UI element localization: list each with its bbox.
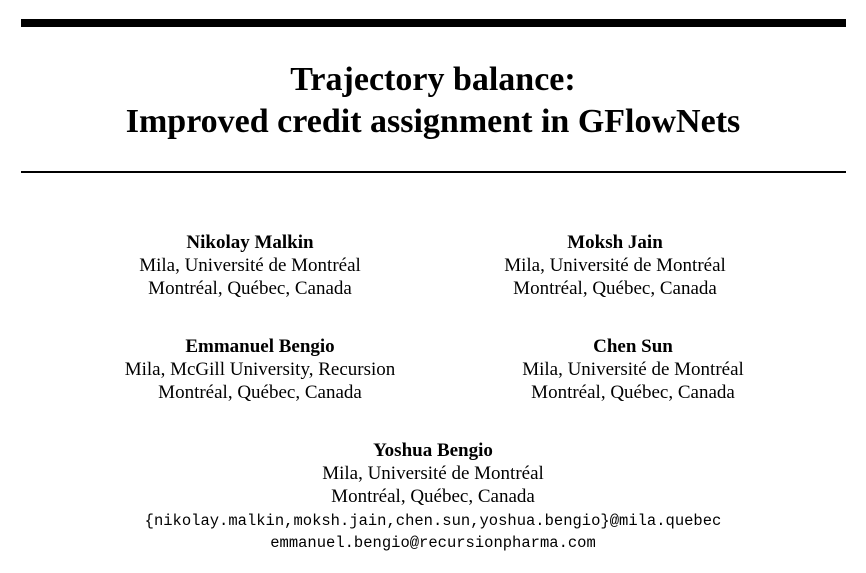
paper-title bbox=[0, 59, 866, 143]
author-name: Moksh Jain bbox=[567, 232, 663, 253]
author-block-yoshua-bengio bbox=[233, 439, 633, 508]
author-name: Nikolay Malkin bbox=[186, 232, 314, 253]
author-location: Montréal, Québec, Canada bbox=[158, 382, 362, 403]
title-bottom-rule bbox=[21, 171, 846, 173]
email-line-2: emmanuel.bengio@recursionpharma.com bbox=[270, 534, 596, 552]
title-top-rule bbox=[21, 19, 846, 27]
author-name: Chen Sun bbox=[593, 336, 673, 357]
author-name: Yoshua Bengio bbox=[373, 440, 493, 461]
author-location: Montréal, Québec, Canada bbox=[331, 486, 535, 507]
email-line-1: {nikolay.malkin,moksh.jain,chen.sun,yoshua.bengio}@mila.quebec bbox=[144, 512, 722, 530]
author-affiliation: Mila, Université de Montréal bbox=[522, 359, 744, 380]
author-emails bbox=[0, 510, 866, 554]
title-line-2: Improved credit assignment in GFlowNets bbox=[125, 103, 741, 140]
author-affiliation: Mila, Université de Montréal bbox=[139, 255, 361, 276]
author-location: Montréal, Québec, Canada bbox=[513, 278, 717, 299]
author-affiliation: Mila, Université de Montréal bbox=[504, 255, 726, 276]
author-block-jain bbox=[465, 231, 765, 300]
title-line-1: Trajectory balance: bbox=[290, 61, 576, 98]
author-block-sun bbox=[483, 335, 783, 404]
author-affiliation: Mila, McGill University, Recursion bbox=[124, 359, 396, 380]
author-block-malkin bbox=[100, 231, 400, 300]
author-location: Montréal, Québec, Canada bbox=[148, 278, 352, 299]
author-location: Montréal, Québec, Canada bbox=[531, 382, 735, 403]
author-block-emmanuel-bengio bbox=[90, 335, 430, 404]
author-affiliation: Mila, Université de Montréal bbox=[322, 463, 544, 484]
author-name: Emmanuel Bengio bbox=[185, 336, 335, 357]
